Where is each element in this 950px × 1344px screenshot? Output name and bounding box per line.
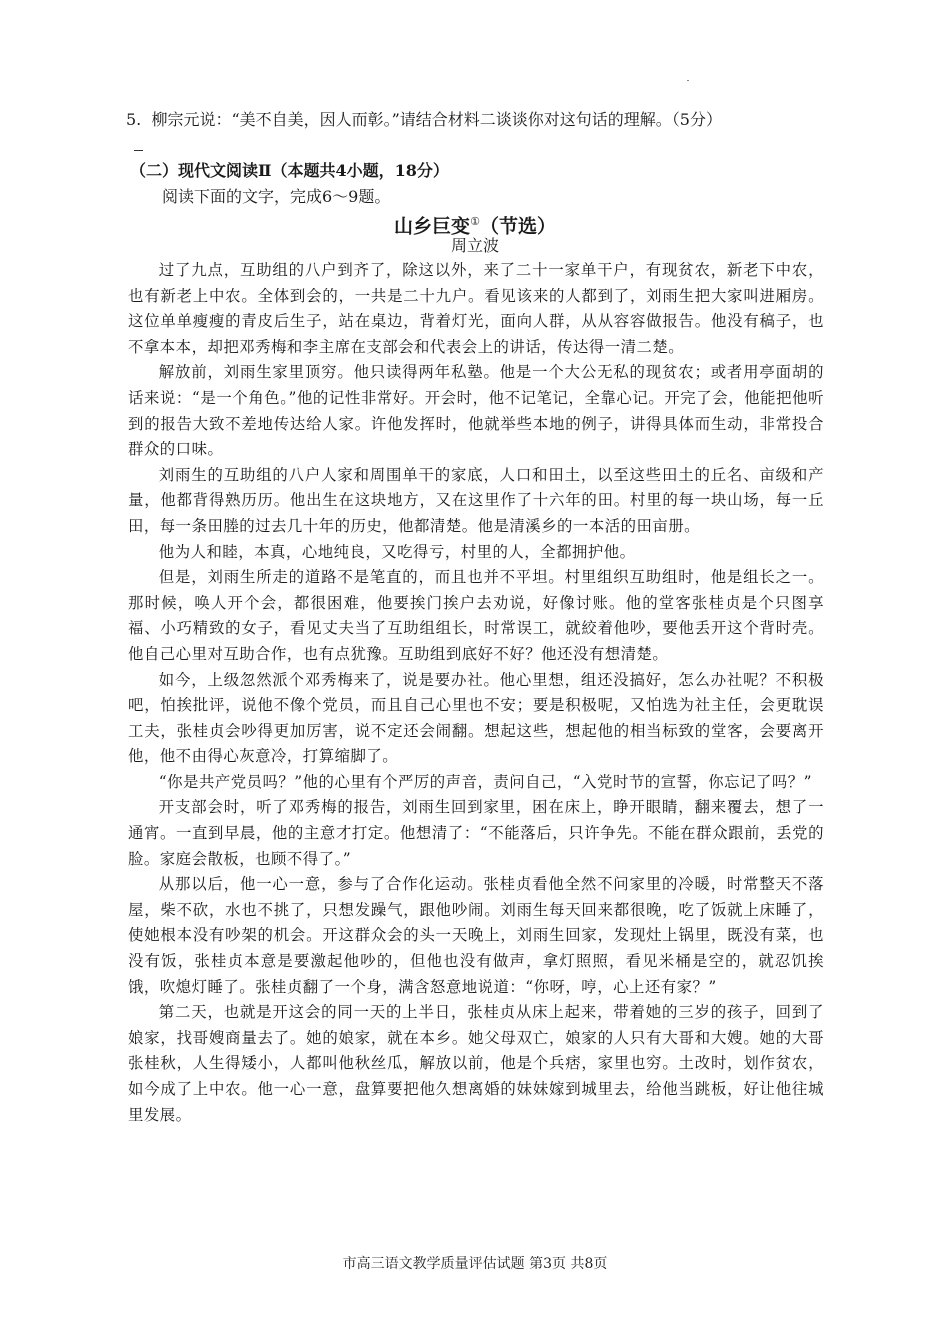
- paragraph: 开支部会时，听了邓秀梅的报告，刘雨生回到家里，困在床上，睁开眼睛，翻来覆去，想了一通宵。一直到早晨，他的主意才打定。他想清了：“不能落后，只许争先。不能在群众跟前，丢党的脸。家庭会散板，也顾不得了。”: [128, 798, 824, 868]
- section-instruction: 阅读下面的文字，完成6～9题。: [162, 187, 391, 206]
- paragraph: 从那以后，他一心一意，参与了合作化运动。张桂贞看他全然不问家里的冷暖，时常整天不落屋，柴不砍，水也不挑了，只想发躁气，跟他吵闹。刘雨生每天回来都很晚，吃了饭就上床睡了，使她根本没有吵架的机会。开这群众会的头一天晚上，刘雨生回家，发现灶上锅里，既没有菜，也没有饭，张桂贞本意是要激起他吵的，但他也没有做声，拿灯照照，看见米桶是空的，就忍饥挨饿，吹熄灯睡了。张桂贞翻了一个身，满含怒意地说道：“你呀，哼，心上还有家？”: [128, 875, 824, 996]
- paragraph: 刘雨生的互助组的八户人家和周围单干的家底，人口和田土，以至这些田土的丘名、亩级和产量，他都背得熟历历。他出生在这块地方，又在这里作了十六年的田。村里的每一块山场，每一丘田，每一条田塍的过去几十年的历史，他都清楚。他是清溪乡的一本活的田亩册。: [128, 465, 824, 535]
- paragraph: 他为人和睦，本真，心地纯良，又吃得亏，村里的人，全都拥护他。: [158, 542, 636, 561]
- page-footer: 市高三语文教学质量评估试题 第3页 共8页: [342, 1256, 608, 1272]
- paragraph: 解放前，刘雨生家里顶穷。他只读得两年私塾。他是一个大公无私的现贫农；或者用亭面胡的话来说：“是一个角色。”他的记性非常好。开会时，他不记笔记，全靠心记。开完了会，他能把他听到的报告大致不差地传达给人家。许他发挥时，他就举些本地的例子，讲得具体而生动，非常投合群众的口味。: [128, 363, 824, 459]
- section-heading: （二）现代文阅读Ⅱ（本题共4小题，18分）: [130, 161, 449, 180]
- article-title-text: 山乡巨变: [394, 215, 471, 238]
- question-number: 5.: [126, 110, 142, 129]
- article-body: [128, 258, 824, 1128]
- question-text: 柳宗元说：“美不自美，因人而彰。”请结合材料二谈谈你对这句话的理解。（5分）: [151, 110, 722, 129]
- paragraph: “你是共产党员吗？”他的心里有个严厉的声音，责问自己，“入党时节的宣誓，你忘记了吗？”: [158, 772, 813, 791]
- article-author: 周立波: [450, 236, 499, 255]
- paragraph: 第二天，也就是开这会的同一天的上半日，张桂贞从床上起来，带着她的三岁的孩子，回到了娘家，找哥嫂商量去了。她的娘家，就在本乡。她父母双亡，娘家的人只有大哥和大嫂。她的大哥张桂秋，人生得矮小，人都叫他秋丝瓜，解放以前，他是个兵痞，家里也穷。土改时，划作贫农，如今成了上中农。他一心一意，盘算要把他久想离婚的妹妹嫁到城里去，给他当跳板，好让他往城里发展。: [128, 1003, 824, 1124]
- paragraph: 如今，上级忽然派个邓秀梅来了，说是要办社。他心里想，组还没搞好，怎么办社呢？不积极吧，怕挨批评，说他不像个党员，而且自己心里也不安；要是积极呢，又怕选为社主任，会更耽误工夫，张桂贞会吵得更加厉害，说不定还会闹翻。想起这些，想起他的相当标致的堂客，会要离开他，他不由得心灰意冷，打算缩脚了。: [128, 670, 824, 766]
- footnote-mark: ①: [470, 215, 480, 228]
- paragraph: 但是，刘雨生所走的道路不是笔直的，而且也并不平坦。村里组织互助组时，他是组长之一。那时候，唤人开个会，都很困难，他要挨门挨户去劝说，好像讨账。他的堂客张桂贞是个只图享福、小巧精致的女子，看见丈夫当了互助组组长，时常误工，就絞着他吵，要他丢开这个背时壳。他自己心里对互助合作，也有点犹豫。互助组到底好不好？他还没有想清楚。: [128, 568, 824, 663]
- answer-line-mark: [134, 150, 143, 151]
- scan-speck: [687, 80, 689, 81]
- question-5: [126, 108, 846, 132]
- paragraph: 过了九点，互助组的八户到齐了，除这以外，来了二十一家单干户，有现贫农，新老下中农，也有新老上中农。全体到会的，一共是二十九户。看见该来的人都到了，刘雨生把大家叫进厢房。这位单单瘦瘦的青皮后生子，站在桌边，背着灯光，面向人群，从从容容做报告。他没有稿子，也不拿本本，却把邓秀梅和李主席在支部会和代表会上的讲话，传达得一清二楚。: [128, 261, 824, 356]
- article-title-suffix: （节选）: [479, 215, 556, 238]
